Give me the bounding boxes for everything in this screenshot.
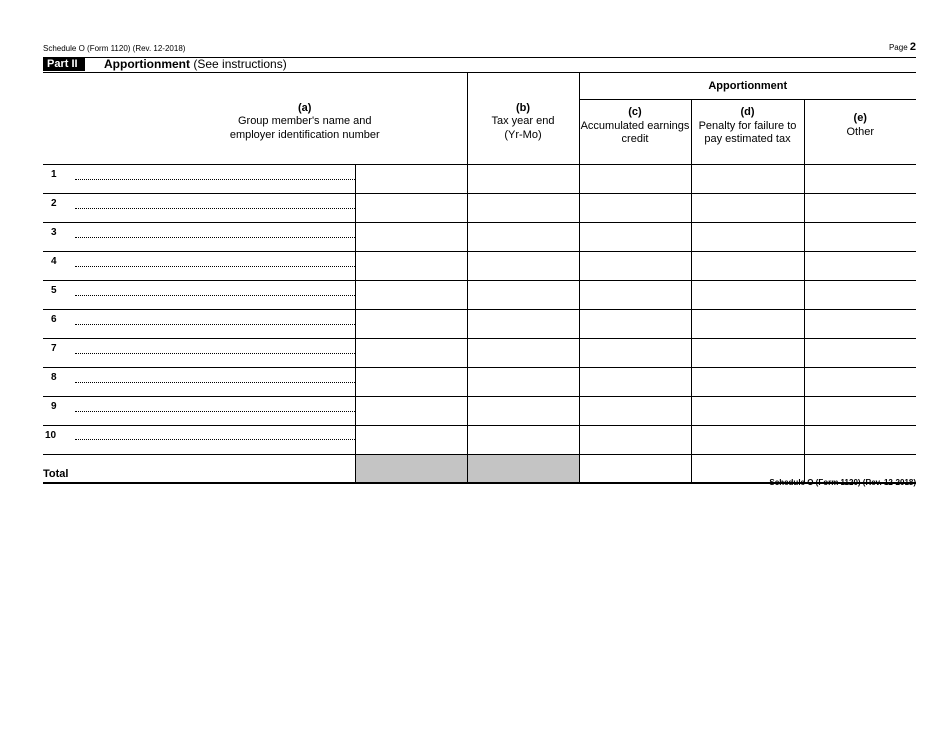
table-row (43, 310, 916, 339)
column-a-line2: employer identification number (229, 128, 380, 141)
column-b-letter: (b) (515, 101, 531, 114)
penalty-estimated-tax-input[interactable] (691, 252, 804, 281)
apportionment-group-header: Apportionment (579, 72, 916, 100)
table-row (43, 397, 916, 426)
accumulated-earnings-credit-input[interactable] (579, 194, 691, 223)
table-row (43, 339, 916, 368)
other-input[interactable] (804, 426, 916, 455)
member-name-input[interactable] (43, 223, 355, 252)
member-ein-input[interactable] (355, 397, 467, 426)
penalty-estimated-tax-input[interactable] (691, 426, 804, 455)
member-ein-input[interactable] (355, 426, 467, 455)
row-number: 1 (51, 169, 57, 180)
dotted-leader (75, 382, 355, 383)
member-name-input[interactable] (43, 281, 355, 310)
tax-year-end-input[interactable] (467, 223, 579, 252)
member-name-input[interactable] (43, 165, 355, 194)
other-input[interactable] (804, 194, 916, 223)
total-shaded-cell (467, 455, 579, 484)
penalty-estimated-tax-input[interactable] (691, 397, 804, 426)
other-input[interactable] (804, 281, 916, 310)
member-ein-input[interactable] (355, 252, 467, 281)
page-number-label (889, 41, 916, 53)
accumulated-earnings-credit-input[interactable] (579, 281, 691, 310)
member-ein-input[interactable] (355, 368, 467, 397)
part-badge: Part II (43, 58, 85, 71)
accumulated-earnings-credit-input[interactable] (579, 252, 691, 281)
table-row (43, 194, 916, 223)
column-e-header (804, 100, 916, 165)
dotted-leader (75, 411, 355, 412)
member-name-input[interactable] (43, 368, 355, 397)
member-ein-input[interactable] (355, 310, 467, 339)
tax-year-end-input[interactable] (467, 252, 579, 281)
other-input[interactable] (804, 397, 916, 426)
page-label: Page (888, 43, 908, 52)
table-row (43, 368, 916, 397)
member-name-input[interactable] (43, 397, 355, 426)
part-note: (See instructions) (193, 57, 287, 71)
tax-year-end-input[interactable] (467, 310, 579, 339)
table-row (43, 252, 916, 281)
row-number: 6 (51, 314, 57, 325)
member-name-input[interactable] (43, 194, 355, 223)
accumulated-earnings-credit-input[interactable] (579, 397, 691, 426)
column-b-line2: (Yr-Mo) (504, 128, 542, 141)
column-d-line2: pay estimated tax (704, 133, 791, 145)
tax-year-end-input[interactable] (467, 165, 579, 194)
member-ein-input[interactable] (355, 165, 467, 194)
accumulated-earnings-credit-input[interactable] (579, 165, 691, 194)
column-d-letter: (d) (740, 106, 755, 118)
penalty-estimated-tax-input[interactable] (691, 165, 804, 194)
dotted-leader (75, 324, 355, 325)
total-accumulated-earnings-credit-input[interactable] (579, 455, 691, 484)
tax-year-end-input[interactable] (467, 281, 579, 310)
penalty-estimated-tax-input[interactable] (691, 223, 804, 252)
member-ein-input[interactable] (355, 281, 467, 310)
column-b-line1: Tax year end (491, 115, 555, 128)
dotted-leader (75, 179, 355, 180)
tax-year-end-input[interactable] (467, 339, 579, 368)
column-a-letter: (a) (298, 101, 312, 114)
part-title (104, 58, 287, 71)
table-row (43, 426, 916, 455)
member-name-input[interactable] (43, 310, 355, 339)
member-ein-input[interactable] (355, 194, 467, 223)
penalty-estimated-tax-input[interactable] (691, 310, 804, 339)
row-number: 7 (51, 343, 57, 354)
total-label: Total (43, 468, 69, 480)
total-label-cell (43, 455, 355, 484)
column-e-letter: (e) (853, 112, 867, 124)
column-c-header (579, 100, 691, 165)
row-number: 8 (51, 372, 57, 383)
tax-year-end-input[interactable] (467, 368, 579, 397)
tax-year-end-input[interactable] (467, 426, 579, 455)
other-input[interactable] (804, 252, 916, 281)
other-input[interactable] (804, 223, 916, 252)
penalty-estimated-tax-input[interactable] (691, 194, 804, 223)
accumulated-earnings-credit-input[interactable] (579, 339, 691, 368)
column-c-line1: Accumulated earnings (580, 119, 690, 132)
row-number: 10 (45, 430, 57, 441)
other-input[interactable] (804, 339, 916, 368)
member-name-input[interactable] (43, 426, 355, 455)
accumulated-earnings-credit-input[interactable] (579, 223, 691, 252)
member-ein-input[interactable] (355, 223, 467, 252)
form-footer: Schedule O (Form 1120) (Rev. 12-2018) (769, 478, 916, 487)
penalty-estimated-tax-input[interactable] (691, 368, 804, 397)
apportionment-table (43, 72, 916, 484)
tax-year-end-input[interactable] (467, 397, 579, 426)
other-input[interactable] (804, 165, 916, 194)
column-d-header (691, 100, 804, 165)
part-header (43, 58, 916, 73)
accumulated-earnings-credit-input[interactable] (579, 310, 691, 339)
part-title-text: Apportionment (104, 57, 190, 71)
row-number: 3 (51, 227, 57, 238)
row-number: 9 (51, 401, 57, 412)
tax-year-end-input[interactable] (467, 194, 579, 223)
dotted-leader (75, 439, 355, 440)
column-a-header (43, 72, 467, 165)
row-number: 5 (51, 285, 57, 296)
dotted-leader (75, 295, 355, 296)
other-input[interactable] (804, 368, 916, 397)
table-row (43, 281, 916, 310)
column-e-line1: Other (846, 125, 875, 138)
member-ein-input[interactable] (355, 339, 467, 368)
column-c-letter: (c) (628, 106, 642, 118)
accumulated-earnings-credit-input[interactable] (579, 426, 691, 455)
dotted-leader (75, 266, 355, 267)
column-a-line1: Group member's name and (237, 115, 372, 128)
column-b-header (467, 72, 579, 165)
table-row (43, 223, 916, 252)
member-name-input[interactable] (43, 339, 355, 368)
table-row (43, 165, 916, 194)
column-c-line2: credit (621, 133, 649, 145)
column-d-line1: Penalty for failure to (698, 119, 797, 132)
dotted-leader (75, 237, 355, 238)
penalty-estimated-tax-input[interactable] (691, 281, 804, 310)
page-number: 2 (909, 41, 916, 53)
dotted-leader (75, 353, 355, 354)
other-input[interactable] (804, 310, 916, 339)
dotted-leader (75, 208, 355, 209)
total-shaded-cell (355, 455, 467, 484)
member-name-input[interactable] (43, 252, 355, 281)
row-number: 4 (51, 256, 57, 267)
penalty-estimated-tax-input[interactable] (691, 339, 804, 368)
form-id: Schedule O (Form 1120) (Rev. 12-2018) (43, 44, 186, 53)
row-number: 2 (51, 198, 57, 209)
accumulated-earnings-credit-input[interactable] (579, 368, 691, 397)
form-header (43, 40, 916, 58)
